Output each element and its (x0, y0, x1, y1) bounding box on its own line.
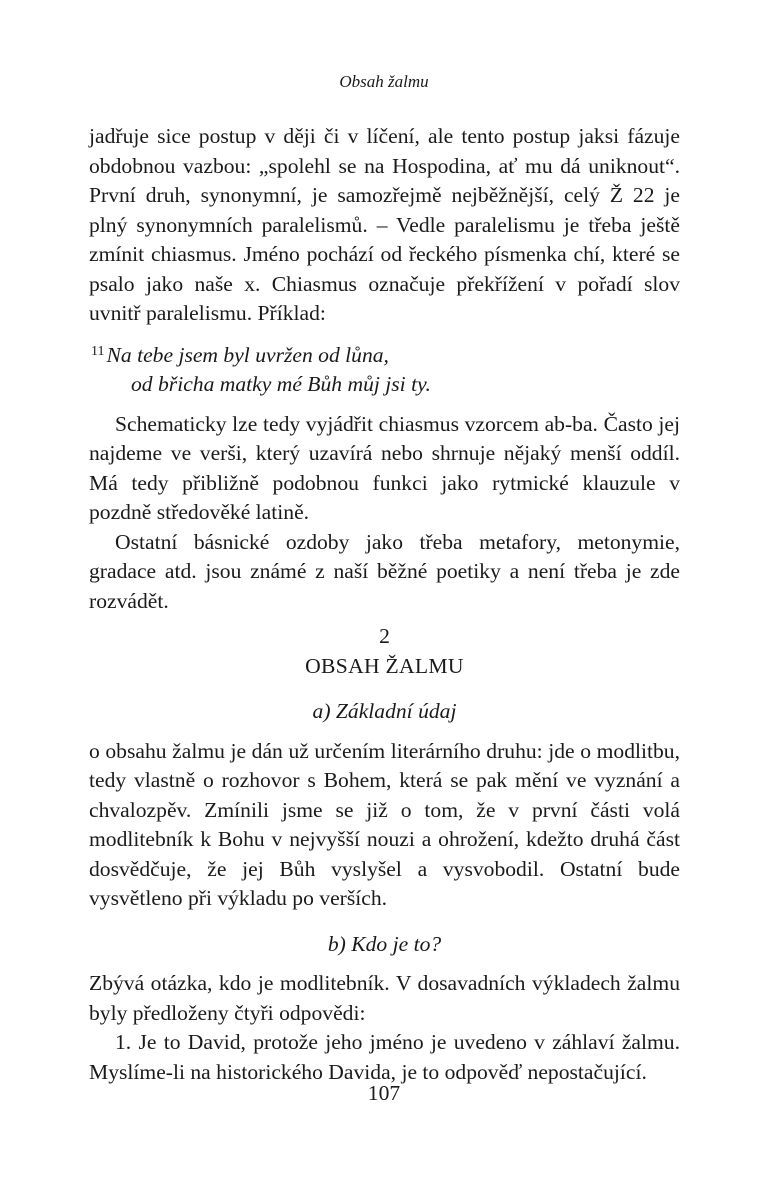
verse-line-2: od břicha matky mé Bůh můj jsi ty. (131, 372, 431, 396)
running-head: Obsah žalmu (339, 72, 429, 91)
page-number: 107 (367, 1081, 401, 1105)
paragraph: 1. Je to David, protože jeho jméno je uvedeno v záhlaví žalmu. Myslíme-li na historického Davida, je to odpověď nepostačující. (89, 1030, 680, 1084)
chapter-title: OBSAH ŽALMU (305, 653, 464, 678)
paragraph: jadřuje sice postup v ději či v líčení, ale tento postup jaksi fázuje obdobnou vazbou: „spolehl se na Hospodina, ať mu dá uniknout“. První druh, synonymní, je samozřejmě nejběžnější, celý Ž 22 je plný synonymních paralelismů. – Vedle paralelismu je třeba ještě zmínit chiasmus. Jméno pochází od řeckého písmenka chí, které se psalo jako naše x. Chiasmus označuje překřížení v pořadí slov uvnitř paralelismu. Příklad: (89, 124, 680, 325)
section-heading-a: a) Základní údaj (312, 699, 457, 723)
page-body (89, 122, 680, 1087)
paragraph: Ostatní básnické ozdoby jako třeba metafory, metonymie, gradace atd. jsou známé z naší běžné poetiky a není třeba je zde rozvádět. (89, 529, 680, 613)
verse-line (91, 337, 680, 371)
verse-number: 11 (91, 343, 105, 359)
verse-quote (91, 337, 680, 400)
paragraph: Schematicky lze tedy vyjádřit chiasmus vzorcem ab-ba. Často jej najdeme ve verši, který uzavírá nebo shrnuje nějaký menší oddíl. Má tedy přibližně podobnou funkci jako rytmické klauzule v pozdně středověké latině. (89, 411, 680, 524)
verse-line-1: Na tebe jsem byl uvržen od lůna, (106, 342, 389, 367)
paragraph: Zbývá otázka, kdo je modlitebník. V dosavadních výkladech žalmu byly předloženy čtyři odpovědi: (89, 971, 680, 1025)
paragraph: o obsahu žalmu je dán už určením literárního druhu: jde o modlitbu, tedy vlastně o rozhovor s Bohem, která se pak mění ve vyznání a chvalozpěv. Zmínili jsme se již o tom, že v první části volá modlitebník k Bohu v nejvyšší nouzi a ohrožení, kdežto druhá část dosvědčuje, že jej Bůh vyslyšel a vysvobodil. Ostatní bude vysvětleno při výkladu po verších. (89, 738, 680, 910)
chapter-number: 2 (379, 624, 390, 648)
section-heading-b: b) Kdo je to? (327, 931, 442, 956)
